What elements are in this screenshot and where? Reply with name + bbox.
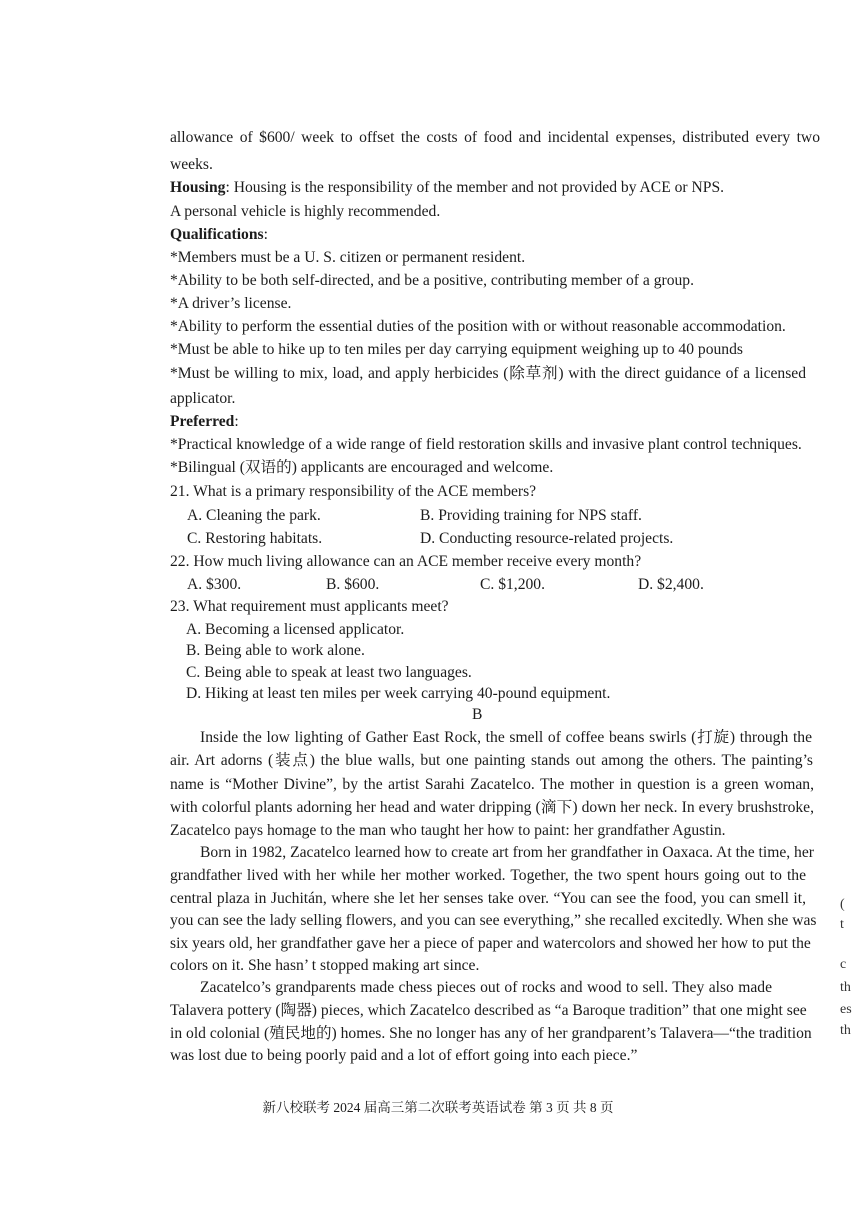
preferred-heading [170,412,239,432]
q21-option-c: C. Restoring habitats. [187,530,323,547]
housing-line [170,178,724,198]
q22-option-b: B. $600. [326,576,380,593]
q23-option-a: A. Becoming a licensed applicator. [186,621,405,638]
qualifications-heading [170,225,268,245]
qualifications-colon: : [263,226,268,243]
margin-fragment: th [840,1023,851,1038]
passage-line: Inside the low lighting of Gather East Rock, the smell of coffee beans swirls (打旋) through the [200,729,812,746]
q21-option-d: D. Conducting resource-related projects. [420,530,674,547]
qualification-item: *Ability to be both self-directed, and be a positive, contributing member of a group. [170,272,694,289]
housing-label: Housing [170,179,226,196]
qualification-item: *Members must be a U. S. citizen or permanent resident. [170,249,526,266]
q22-stem: 22. How much living allowance can an ACE member receive every month? [170,553,642,570]
qualification-item: *Ability to perform the essential duties of the position with or without reasonable accommodation. [170,318,786,335]
qualification-item: applicator. [170,390,236,407]
passage-line: name is “Mother Divine”, by the artist Sarahi Zacatelco. The mother in question is a green woman, [170,776,814,793]
margin-fragment: ( [840,897,845,912]
qualification-item: *Must be able to hike up to ten miles per day carrying equipment weighing up to 40 pounds [170,341,743,358]
preferred-item: *Practical knowledge of a wide range of field restoration skills and invasive plant control techniques. [170,436,802,453]
intro-line-1: allowance of $600/ week to offset the costs of food and incidental expenses, distributed every two [170,129,820,146]
q22-option-a: A. $300. [187,576,242,593]
qualification-item: *A driver’s license. [170,295,292,312]
passage-heading: B [472,706,483,723]
q23-option-b: B. Being able to work alone. [186,642,365,659]
passage-line: in old colonial (殖民地的) homes. She no longer has any of her grandparent’s Talavera—“the tradition [170,1025,812,1042]
q21-option-b: B. Providing training for NPS staff. [420,507,642,524]
passage-line: you can see the lady selling flowers, and you can see everything,” she recalled excitedly. When she was [170,912,817,929]
passage-line: six years old, her grandfather gave her a piece of paper and watercolors and showed her how to put the [170,935,811,952]
qualifications-label: Qualifications [170,226,264,243]
q23-option-d: D. Hiking at least ten miles per week carrying 40-pound equipment. [186,685,611,702]
margin-fragment: t [840,917,844,932]
q22-option-d: D. $2,400. [638,576,704,593]
q23-stem: 23. What requirement must applicants meet? [170,598,449,615]
intro-line-2: weeks. [170,156,213,173]
vehicle-line: A personal vehicle is highly recommended. [170,203,441,220]
passage-line: colors on it. She hasn’ t stopped making art since. [170,957,480,974]
passage-line: Born in 1982, Zacatelco learned how to create art from her grandfather in Oaxaca. At the time, her [200,844,814,861]
margin-fragment: th [840,980,851,995]
margin-fragment: c [840,957,847,972]
q22-option-c: C. $1,200. [480,576,545,593]
passage-line: with colorful plants adorning her head and water dripping (滴下) down her neck. In every brushstroke, [170,799,814,816]
q23-option-c: C. Being able to speak at least two languages. [186,664,472,681]
passage-line: grandfather lived with her while her mother worked. Together, the two spent hours going out to the [170,867,806,884]
q21-stem: 21. What is a primary responsibility of the ACE members? [170,483,537,500]
q21-option-a: A. Cleaning the park. [187,507,321,524]
passage-line: central plaza in Juchitán, where she let her senses take over. “You can see the food, you can smell it, [170,890,806,907]
housing-text: : Housing is the responsibility of the member and not provided by ACE or NPS. [225,179,725,196]
preferred-colon: : [234,413,239,430]
qualification-item: *Must be willing to mix, load, and apply herbicides (除草剂) with the direct guidance of a licensed [170,365,806,382]
passage-line: Talavera pottery (陶器) pieces, which Zacatelco described as “a Baroque tradition” that one might see [170,1002,807,1019]
page-footer: 新八校联考 2024 届高三第二次联考英语试卷 第 3 页 共 8 页 [262,1100,614,1115]
passage-line: air. Art adorns (装点) the blue walls, but one painting stands out among the others. The painting’s [170,752,813,769]
preferred-label: Preferred [170,413,235,430]
margin-fragment: es [840,1002,852,1017]
passage-line: Zacatelco’s grandparents made chess pieces out of rocks and wood to sell. They also made [200,979,772,996]
passage-line: was lost due to being poorly paid and a lot of effort going into each piece.” [170,1047,638,1064]
preferred-item: *Bilingual (双语的) applicants are encouraged and welcome. [170,459,554,476]
passage-line: Zacatelco pays homage to the man who taught her how to paint: her grandfather Agustin. [170,822,726,839]
